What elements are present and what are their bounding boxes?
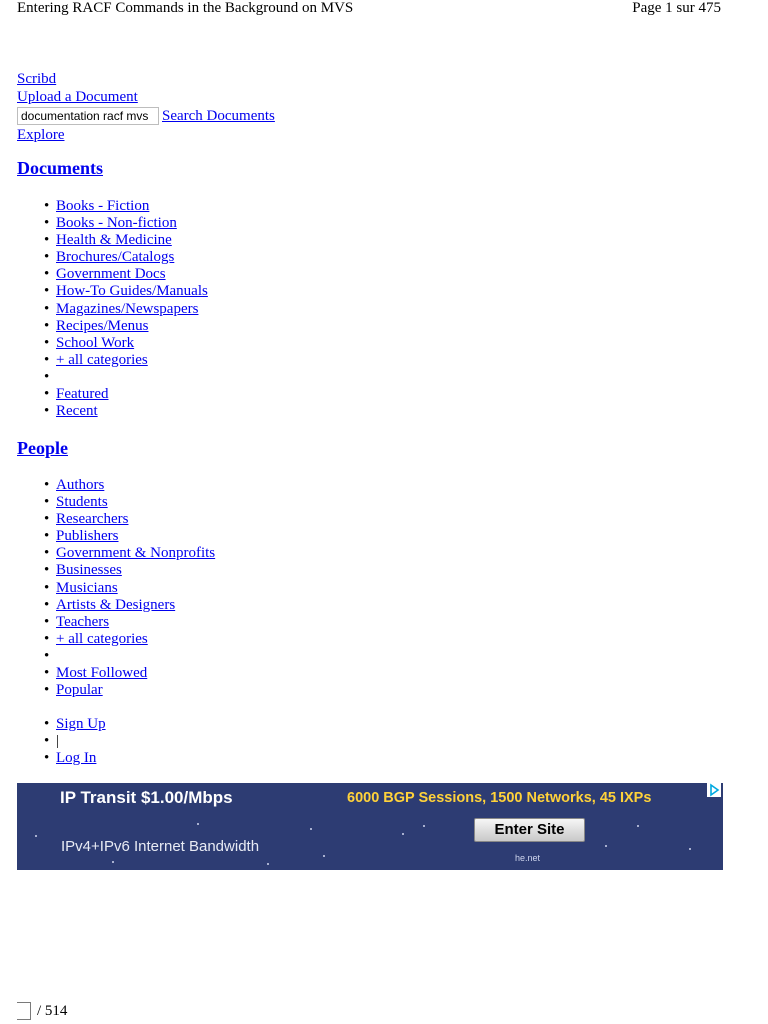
list-item[interactable]: • Books - Non-fiction bbox=[44, 215, 208, 232]
documents-heading[interactable]: Documents bbox=[17, 158, 103, 178]
list-item[interactable]: • Books - Fiction bbox=[44, 198, 208, 215]
list-item[interactable]: • Featured bbox=[44, 386, 208, 403]
page-number-input[interactable] bbox=[17, 1002, 31, 1020]
ad-domain: he.net bbox=[515, 853, 541, 863]
list-item[interactable]: • Authors bbox=[44, 477, 215, 494]
list-item-empty bbox=[44, 369, 208, 386]
list-item[interactable]: • Artists & Designers bbox=[44, 597, 215, 614]
ad-choices-icon[interactable] bbox=[707, 783, 721, 797]
list-item[interactable]: • + all categories bbox=[44, 352, 208, 369]
documents-category-list bbox=[44, 198, 208, 420]
list-item[interactable]: • Magazines/Newspapers bbox=[44, 301, 208, 318]
page-indicator: Page 1 sur 475 bbox=[632, 0, 721, 16]
list-item bbox=[44, 733, 106, 750]
upload-document-link[interactable]: Upload a Document bbox=[17, 89, 138, 105]
search-input[interactable] bbox=[17, 107, 159, 125]
scribd-link[interactable]: Scribd bbox=[17, 71, 57, 87]
list-item[interactable]: • Teachers bbox=[44, 614, 215, 631]
list-item[interactable]: • + all categories bbox=[44, 631, 215, 648]
document-title: Entering RACF Commands in the Background on MVS bbox=[17, 0, 354, 16]
list-item[interactable]: • Publishers bbox=[44, 528, 215, 545]
list-item[interactable]: • Government Docs bbox=[44, 266, 208, 283]
ad-title: IP Transit $1.00/Mbps bbox=[60, 788, 233, 807]
sign-up-link[interactable]: Sign Up bbox=[56, 716, 106, 732]
account-list bbox=[44, 716, 106, 767]
list-item[interactable]: • Brochures/Catalogs bbox=[44, 249, 208, 266]
list-item[interactable]: • Recipes/Menus bbox=[44, 318, 208, 335]
log-in-link[interactable]: Log In bbox=[56, 750, 97, 767]
list-item[interactable]: • How-To Guides/Manuals bbox=[44, 283, 208, 300]
list-item[interactable]: • Popular bbox=[44, 682, 215, 699]
enter-site-button[interactable]: Enter Site bbox=[474, 818, 585, 842]
top-nav bbox=[17, 70, 275, 144]
search-documents-link[interactable]: Search Documents bbox=[162, 108, 275, 124]
list-item[interactable]: • Businesses bbox=[44, 562, 215, 579]
list-item[interactable]: • School Work bbox=[44, 335, 208, 352]
list-item[interactable]: • Government & Nonprofits bbox=[44, 545, 215, 562]
list-item[interactable]: • Students bbox=[44, 494, 215, 511]
page-navigator bbox=[17, 1002, 67, 1020]
ad-subtitle: IPv4+IPv6 Internet Bandwidth bbox=[61, 838, 260, 855]
advertisement-banner[interactable] bbox=[17, 783, 723, 870]
list-item[interactable]: • Recent bbox=[44, 403, 208, 420]
list-item[interactable] bbox=[44, 750, 106, 767]
people-category-list bbox=[44, 477, 215, 699]
list-item[interactable]: • Most Followed bbox=[44, 665, 215, 682]
list-item[interactable]: • Health & Medicine bbox=[44, 232, 208, 249]
people-heading[interactable]: People bbox=[17, 438, 68, 458]
explore-link[interactable]: Explore bbox=[17, 127, 65, 143]
list-item[interactable]: • Researchers bbox=[44, 511, 215, 528]
list-item-empty bbox=[44, 648, 215, 665]
separator: | bbox=[56, 733, 60, 750]
page-total: / 514 bbox=[37, 1002, 68, 1019]
list-item[interactable]: • Musicians bbox=[44, 580, 215, 597]
ad-tagline: 6000 BGP Sessions, 1500 Networks, 45 IXPs bbox=[347, 790, 652, 806]
list-item[interactable] bbox=[44, 716, 106, 733]
